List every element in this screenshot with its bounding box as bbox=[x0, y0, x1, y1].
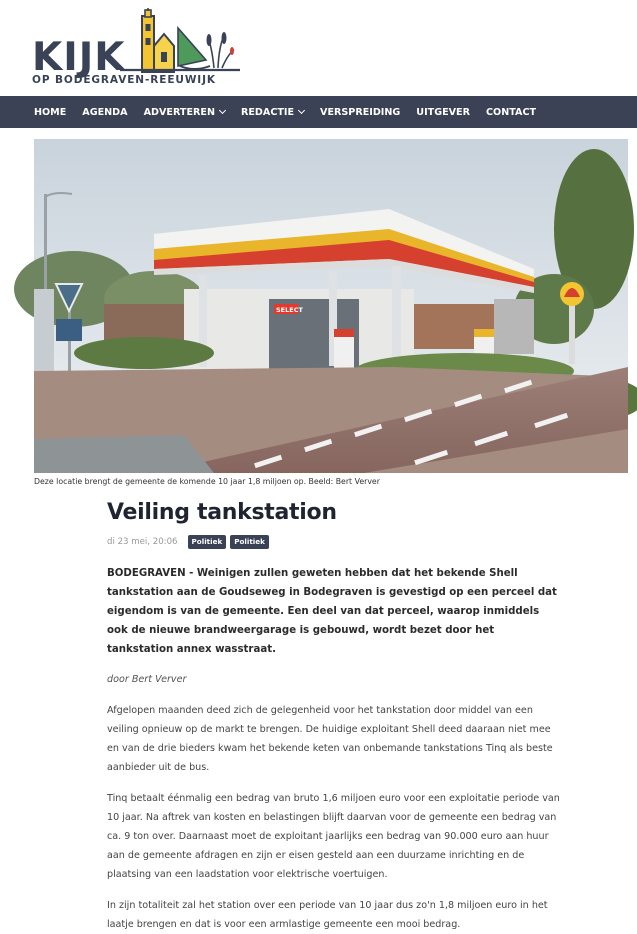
select-sign-text: SELECT bbox=[276, 306, 303, 314]
nav-item-redactie[interactable] bbox=[241, 107, 304, 118]
nav-item-label: HOME bbox=[34, 106, 67, 118]
nav-item-label: AGENDA bbox=[82, 106, 128, 118]
nav-item-contact[interactable] bbox=[486, 107, 536, 118]
article-author: door Bert Verver bbox=[107, 674, 187, 685]
site-header bbox=[0, 0, 637, 96]
site-logo[interactable] bbox=[30, 8, 240, 88]
article-meta bbox=[107, 534, 562, 550]
nav-item-label: VERSPREIDING bbox=[320, 106, 401, 118]
logo-town-illustration-icon bbox=[120, 8, 240, 72]
article-title: Veiling tankstation bbox=[107, 500, 337, 525]
article-hero-image bbox=[34, 139, 628, 473]
chevron-down-icon bbox=[298, 107, 305, 114]
nav-item-agenda[interactable] bbox=[82, 107, 127, 118]
nav-item-uitgever[interactable] bbox=[416, 107, 470, 118]
article-paragraph: Afgelopen maanden deed zich de gelegenheid voor het tankstation door middel van een veiling opnieuw op de markt te brengen. De huidige exploitant Shell deed daaraan niet mee en van de drie bieders kwam het bekende keten van onbemande tankstations Tinq als beste aanbieder uit de bus. bbox=[107, 705, 553, 773]
gas-station-photo bbox=[34, 139, 628, 473]
category-tag[interactable]: Politiek bbox=[188, 535, 227, 548]
nav-item-verspreiding[interactable] bbox=[320, 107, 400, 118]
article-date: di 23 mei, 20:06 bbox=[107, 537, 178, 547]
article-paragraph: Tinq betaalt éénmalig een bedrag van bruto 1,6 miljoen euro voor een exploitatie periode van 10 jaar. Na aftrek van kosten en belastingen blijft daarvan voor de gemeente een bedrag van ca. 9 ton over. Daarnaast moet de exploitant jaarlijks een bedrag van 90.000 euro aan huur aan de gemeente afdragen en zijn er eisen gesteld aan een duurzame inrichting en de plaatsing van een laadstation voor elektrische voertuigen. bbox=[107, 793, 560, 880]
main-navigation bbox=[0, 96, 637, 128]
category-tag[interactable]: Politiek bbox=[230, 535, 269, 548]
nav-item-label: UITGEVER bbox=[416, 106, 470, 118]
article-lead: BODEGRAVEN - Weinigen zullen geweten hebben dat het bekende Shell tankstation aan de Goudseweg in Bodegraven is gevestigd op een perceel dat eigendom is van de gemeente. Een deel van dat perceel, waarop inmiddels ook de nieuwe brandweergarage is gebouwd, wordt bezet door het tankstation annex wasstraat. bbox=[107, 568, 557, 655]
nav-item-label: REDACTIE bbox=[240, 106, 295, 118]
hero-caption: Deze locatie brengt de gemeente de komende 10 jaar 1,8 miljoen op. Beeld: Bert Verver bbox=[34, 477, 380, 486]
nav-item-home[interactable] bbox=[34, 107, 66, 118]
nav-item-label: CONTACT bbox=[486, 106, 537, 118]
nav-item-label: ADVERTEREN bbox=[143, 106, 215, 118]
nav-item-adverteren[interactable] bbox=[144, 107, 225, 118]
logo-wordmark: KIJK bbox=[32, 35, 126, 80]
chevron-down-icon bbox=[219, 107, 226, 114]
article bbox=[107, 498, 562, 934]
article-paragraph: In zijn totaliteit zal het station over een periode van 10 jaar dus zo'n 1,8 miljoen euro in het laatje brengen en dat is voor een armlastige gemeente een mooi bedrag. bbox=[107, 900, 548, 930]
logo-subtitle: OP BODEGRAVEN-REEUWIJK bbox=[32, 74, 216, 86]
